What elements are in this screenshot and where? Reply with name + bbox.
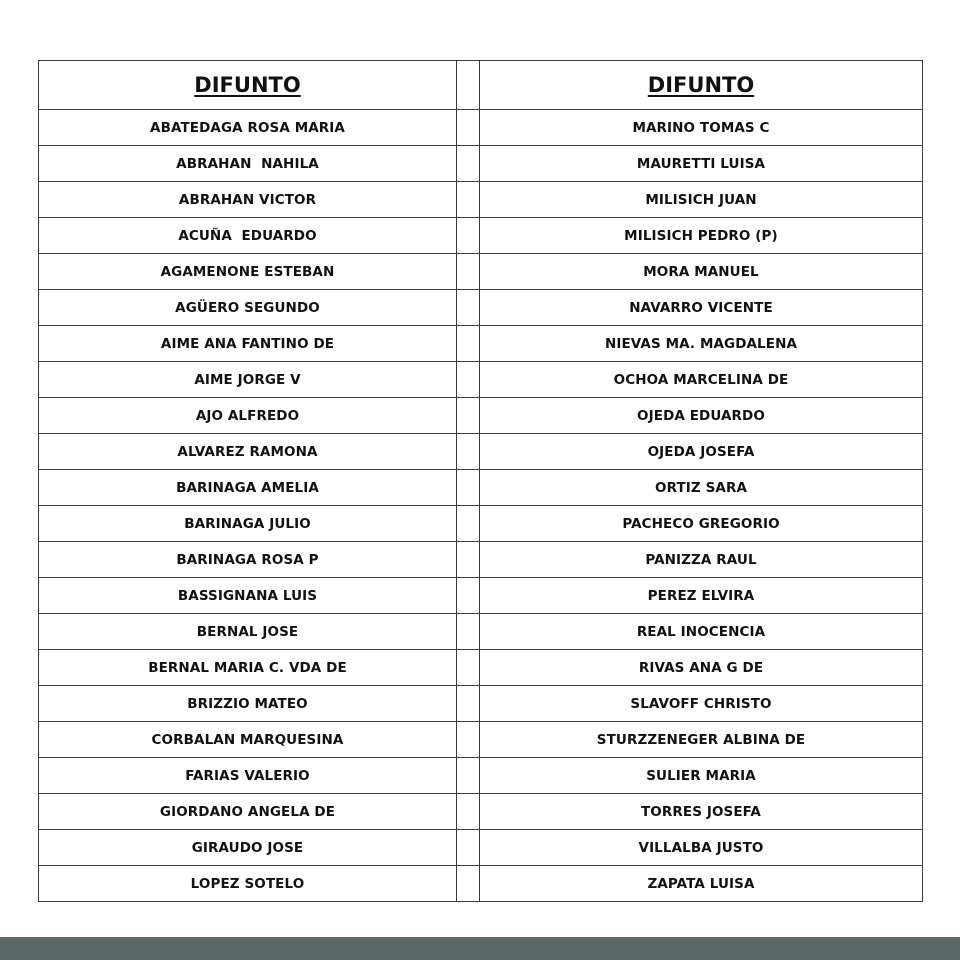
gap-cell xyxy=(457,254,480,290)
deceased-name-right: REAL INOCENCIA xyxy=(480,614,923,650)
deceased-list-table xyxy=(38,60,923,902)
table-body xyxy=(39,110,923,902)
deceased-name-left: BRIZZIO MATEO xyxy=(39,686,457,722)
table-row xyxy=(39,326,923,362)
table-row xyxy=(39,470,923,506)
gap-cell xyxy=(457,326,480,362)
table-row xyxy=(39,182,923,218)
table-row xyxy=(39,866,923,902)
gap-cell xyxy=(457,758,480,794)
gap-cell xyxy=(457,506,480,542)
gap-cell xyxy=(457,218,480,254)
deceased-name-right: VILLALBA JUSTO xyxy=(480,830,923,866)
deceased-name-right: ORTIZ SARA xyxy=(480,470,923,506)
deceased-name-left: ALVAREZ RAMONA xyxy=(39,434,457,470)
table-row xyxy=(39,146,923,182)
deceased-name-left: ACUÑA EDUARDO xyxy=(39,218,457,254)
table-row xyxy=(39,722,923,758)
gap-cell xyxy=(457,398,480,434)
deceased-name-right: PEREZ ELVIRA xyxy=(480,578,923,614)
table-row xyxy=(39,686,923,722)
deceased-name-left: ABRAHAN NAHILA xyxy=(39,146,457,182)
gap-cell xyxy=(457,290,480,326)
deceased-name-left: BARINAGA ROSA P xyxy=(39,542,457,578)
deceased-name-left: BASSIGNANA LUIS xyxy=(39,578,457,614)
deceased-name-right: RIVAS ANA G DE xyxy=(480,650,923,686)
gap-cell xyxy=(457,614,480,650)
table-row xyxy=(39,506,923,542)
table-row xyxy=(39,614,923,650)
table-row xyxy=(39,362,923,398)
deceased-name-right: MAURETTI LUISA xyxy=(480,146,923,182)
deceased-name-left: BERNAL MARIA C. VDA DE xyxy=(39,650,457,686)
deceased-name-right: MARINO TOMAS C xyxy=(480,110,923,146)
deceased-name-right: PACHECO GREGORIO xyxy=(480,506,923,542)
gap-cell xyxy=(457,362,480,398)
table-row xyxy=(39,542,923,578)
table-row xyxy=(39,218,923,254)
table-header-row xyxy=(39,61,923,110)
table-row xyxy=(39,398,923,434)
deceased-name-left: BARINAGA JULIO xyxy=(39,506,457,542)
deceased-name-right: OCHOA MARCELINA DE xyxy=(480,362,923,398)
header-left-difunto: DIFUNTO xyxy=(39,61,457,110)
gap-cell xyxy=(457,110,480,146)
deceased-name-left: FARIAS VALERIO xyxy=(39,758,457,794)
table-row xyxy=(39,254,923,290)
gap-cell xyxy=(457,650,480,686)
gap-cell xyxy=(457,866,480,902)
deceased-list-table-container xyxy=(38,60,922,902)
deceased-name-left: CORBALAN MARQUESINA xyxy=(39,722,457,758)
deceased-name-left: AJO ALFREDO xyxy=(39,398,457,434)
deceased-name-right: NIEVAS MA. MAGDALENA xyxy=(480,326,923,362)
deceased-name-right: SULIER MARIA xyxy=(480,758,923,794)
deceased-name-right: TORRES JOSEFA xyxy=(480,794,923,830)
deceased-name-left: AGAMENONE ESTEBAN xyxy=(39,254,457,290)
table-row xyxy=(39,434,923,470)
gap-cell xyxy=(457,578,480,614)
header-right-difunto: DIFUNTO xyxy=(480,61,923,110)
deceased-name-right: MILISICH JUAN xyxy=(480,182,923,218)
deceased-name-left: ABATEDAGA ROSA MARIA xyxy=(39,110,457,146)
header-gap-cell xyxy=(457,61,480,110)
deceased-name-left: GIRAUDO JOSE xyxy=(39,830,457,866)
deceased-name-right: NAVARRO VICENTE xyxy=(480,290,923,326)
gap-cell xyxy=(457,542,480,578)
table-row xyxy=(39,758,923,794)
deceased-name-right: OJEDA JOSEFA xyxy=(480,434,923,470)
gap-cell xyxy=(457,830,480,866)
gap-cell xyxy=(457,182,480,218)
deceased-name-right: MORA MANUEL xyxy=(480,254,923,290)
deceased-name-right: ZAPATA LUISA xyxy=(480,866,923,902)
deceased-name-right: MILISICH PEDRO (P) xyxy=(480,218,923,254)
deceased-name-left: AIME ANA FANTINO DE xyxy=(39,326,457,362)
table-row xyxy=(39,110,923,146)
deceased-name-right: SLAVOFF CHRISTO xyxy=(480,686,923,722)
footer-bar xyxy=(0,937,960,960)
deceased-name-left: ABRAHAN VICTOR xyxy=(39,182,457,218)
table-row xyxy=(39,830,923,866)
table-row xyxy=(39,290,923,326)
deceased-name-right: STURZZENEGER ALBINA DE xyxy=(480,722,923,758)
deceased-name-left: GIORDANO ANGELA DE xyxy=(39,794,457,830)
table-row xyxy=(39,794,923,830)
table-row xyxy=(39,578,923,614)
deceased-name-left: LOPEZ SOTELO xyxy=(39,866,457,902)
gap-cell xyxy=(457,470,480,506)
table-row xyxy=(39,650,923,686)
deceased-name-right: PANIZZA RAUL xyxy=(480,542,923,578)
gap-cell xyxy=(457,146,480,182)
deceased-name-left: AGÜERO SEGUNDO xyxy=(39,290,457,326)
deceased-name-left: BERNAL JOSE xyxy=(39,614,457,650)
deceased-name-left: AIME JORGE V xyxy=(39,362,457,398)
gap-cell xyxy=(457,686,480,722)
gap-cell xyxy=(457,722,480,758)
deceased-name-left: BARINAGA AMELIA xyxy=(39,470,457,506)
gap-cell xyxy=(457,794,480,830)
deceased-name-right: OJEDA EDUARDO xyxy=(480,398,923,434)
gap-cell xyxy=(457,434,480,470)
